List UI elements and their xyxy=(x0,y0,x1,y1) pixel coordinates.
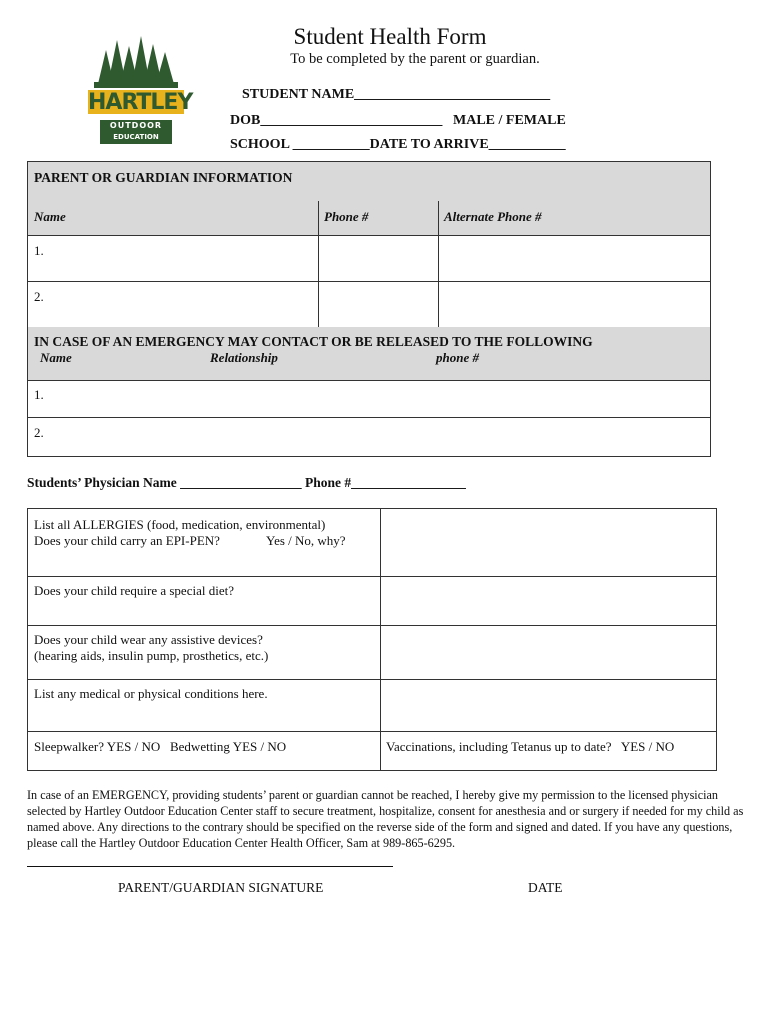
col-name: Name xyxy=(34,209,66,224)
parent-row-1[interactable] xyxy=(28,235,710,282)
conditions-question: List any medical or physical conditions here. xyxy=(34,686,268,701)
logo-name: HARTLEY xyxy=(88,90,193,115)
epipen-options: Yes / No, why? xyxy=(266,533,346,548)
emergency-heading-row xyxy=(28,327,710,381)
page-title: Student Health Form xyxy=(293,24,487,49)
row-number: 1. xyxy=(34,387,44,402)
page-subtitle: To be completed by the parent or guardian. xyxy=(290,51,540,67)
row-number: 2. xyxy=(34,425,44,440)
emergency-row-1[interactable] xyxy=(28,380,710,418)
parent-heading: PARENT OR GUARDIAN INFORMATION xyxy=(34,170,293,185)
diet-answer[interactable] xyxy=(381,577,716,625)
school-date-field[interactable]: SCHOOL ___________DATE TO ARRIVE___________ xyxy=(230,137,566,152)
col-alt-phone: Alternate Phone # xyxy=(444,209,542,224)
physician-field[interactable]: Students’ Physician Name __________________ Phone #_________________ xyxy=(27,475,466,490)
devices-examples: (hearing aids, insulin pump, prosthetics, etc.) xyxy=(34,648,269,663)
parent-heading-row xyxy=(28,162,710,202)
contact-table xyxy=(27,161,711,457)
date-label: DATE xyxy=(528,880,563,895)
row-number: 1. xyxy=(34,243,44,258)
parent-columns-row xyxy=(28,201,710,236)
allergies-answer[interactable] xyxy=(381,509,716,576)
signature-line[interactable] xyxy=(27,866,393,867)
emergency-row-2[interactable] xyxy=(28,417,710,456)
epipen-question: Does your child carry an EPI-PEN? xyxy=(34,533,220,548)
sleep-bedwetting-question[interactable]: Sleepwalker? YES / NO Bedwetting YES / NO xyxy=(34,739,287,754)
hartley-logo xyxy=(84,32,193,151)
sex-field[interactable]: MALE / FEMALE xyxy=(453,113,566,128)
devices-question: Does your child wear any assistive devices? xyxy=(34,632,263,647)
devices-answer[interactable] xyxy=(381,626,716,679)
student-name-field[interactable]: STUDENT NAME____________________________ xyxy=(242,87,551,102)
row-number: 2. xyxy=(34,289,44,304)
logo-line1: OUTDOOR xyxy=(109,121,163,130)
diet-question: Does your child require a special diet? xyxy=(34,583,234,598)
vaccinations-question[interactable]: Vaccinations, including Tetanus up to date? YES / NO xyxy=(386,739,675,754)
emergency-col-phone: phone # xyxy=(436,350,479,365)
logo-line2: EDUCATION CENTER xyxy=(113,133,159,151)
col-phone: Phone # xyxy=(324,209,369,224)
emergency-col-name: Name xyxy=(40,350,72,365)
conditions-answer[interactable] xyxy=(381,680,716,731)
dob-field[interactable]: DOB__________________________ xyxy=(230,113,443,128)
emergency-col-relationship: Relationship xyxy=(210,350,278,365)
emergency-heading: IN CASE OF AN EMERGENCY MAY CONTACT OR BE RELEASED TO THE FOLLOWING xyxy=(34,334,593,349)
consent-paragraph: In case of an EMERGENCY, providing students’ parent or guardian cannot be reached, I hereby give my permission to the licensed physician selected by Hartley Outdoor Education Center staff to secure treatment, hospitalize, consent for anesthesia and or surgery if needed for my child as named above. Any directions to the contrary should be specified on the reverse side of the form and signed and dated. If you have any questions, please call the Hartley Outdoor Education Center Health Officer, Sam at 989-865-6295. xyxy=(27,788,744,850)
signature-label: PARENT/GUARDIAN SIGNATURE xyxy=(118,880,324,895)
parent-row-2[interactable] xyxy=(28,281,710,328)
allergies-question: List all ALLERGIES (food, medication, environmental) xyxy=(34,517,326,532)
health-questions-table xyxy=(27,508,717,771)
